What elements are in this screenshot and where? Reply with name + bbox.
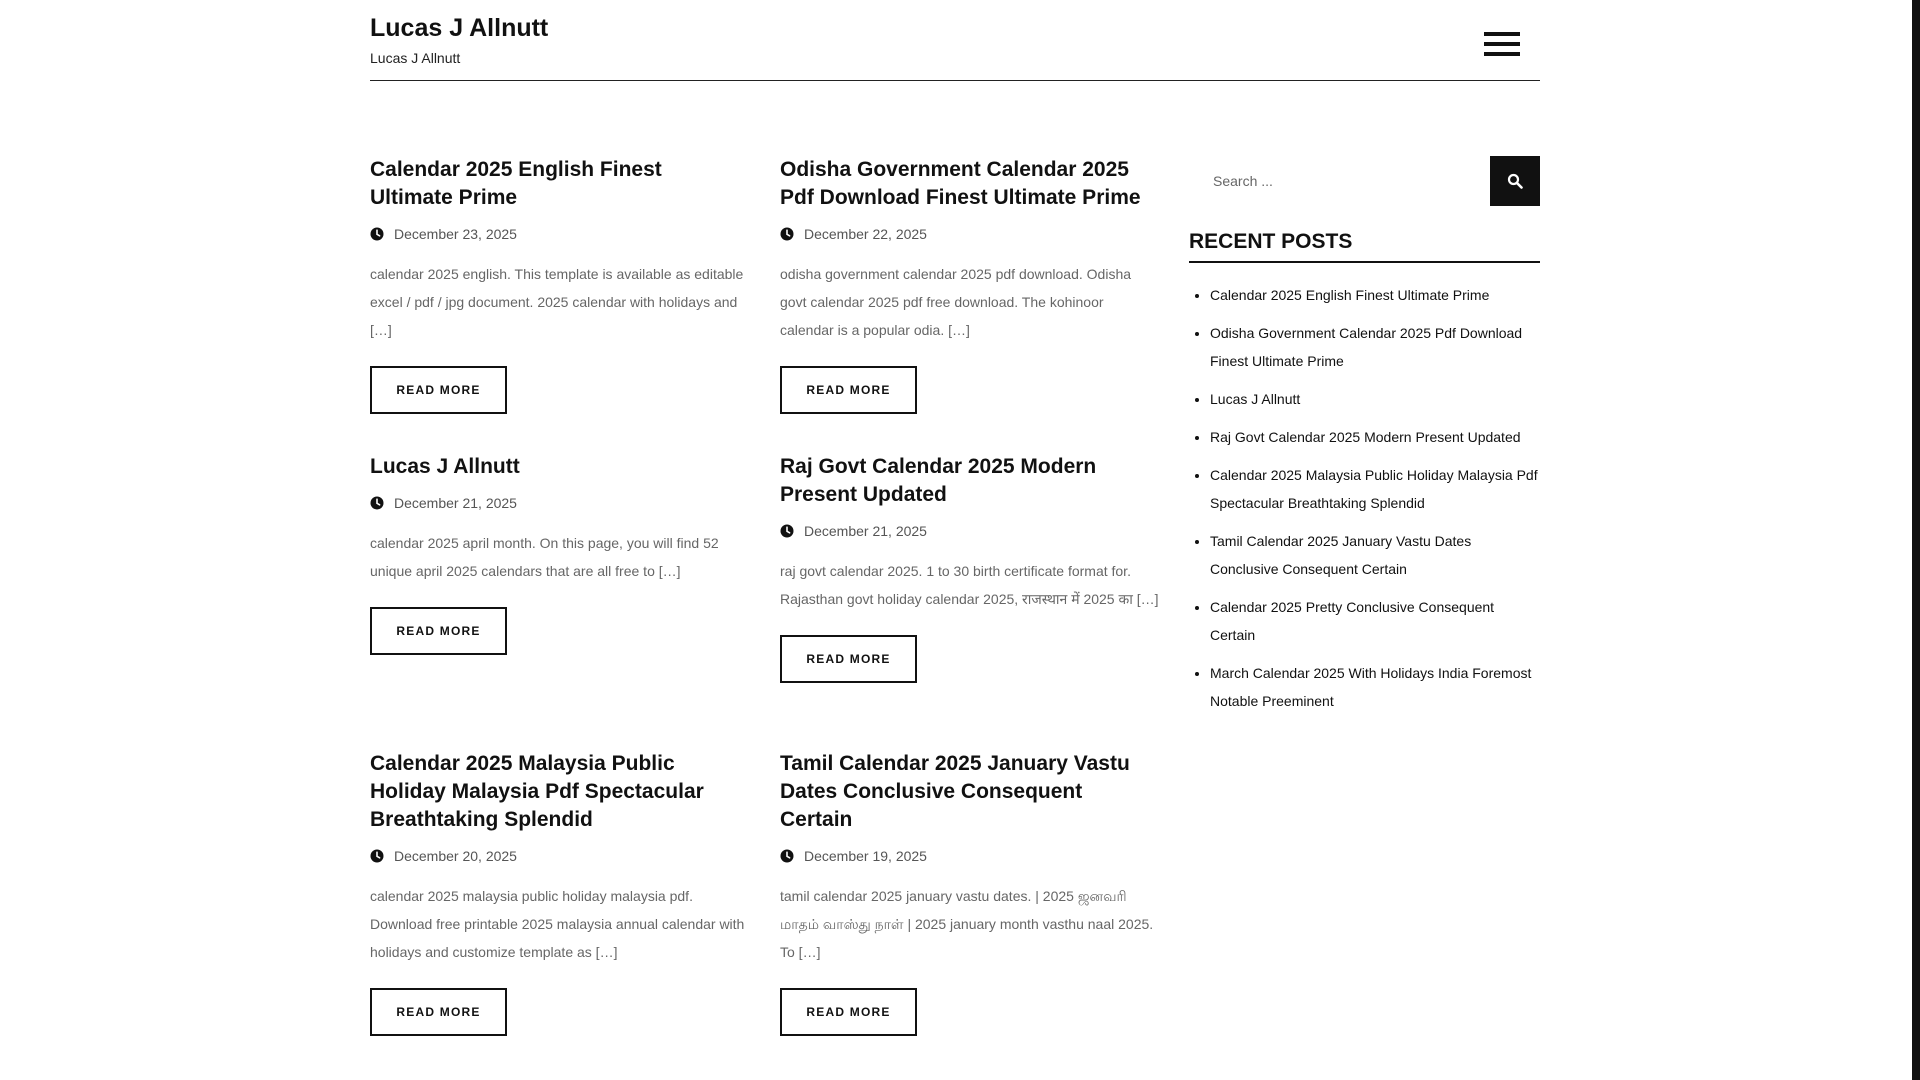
search-form: [1189, 156, 1540, 206]
post-date[interactable]: December 23, 2025: [394, 226, 517, 242]
recent-post-link[interactable]: Odisha Government Calendar 2025 Pdf Download Finest Ultimate Prime: [1210, 325, 1523, 369]
list-item: [1210, 281, 1540, 309]
recent-post-link[interactable]: Calendar 2025 English Finest Ultimate Prime: [1210, 287, 1490, 303]
page-scrollbar[interactable]: [1912, 0, 1920, 1080]
clock-icon: [370, 849, 384, 863]
post-date[interactable]: December 21, 2025: [394, 495, 517, 511]
post-excerpt: calendar 2025 april month. On this page, you will find 52 unique april 2025 calendars that are all free to […]: [370, 535, 719, 579]
recent-post-link[interactable]: Tamil Calendar 2025 January Vastu Dates Conclusive Consequent Certain: [1210, 533, 1472, 577]
read-more-button[interactable]: READ MORE: [780, 988, 917, 1036]
list-item: [1210, 319, 1540, 375]
recent-post-link[interactable]: Raj Govt Calendar 2025 Modern Present Updated: [1210, 429, 1521, 445]
post-card: [780, 750, 1160, 1036]
scrollbar-thumb[interactable]: [1912, 0, 1920, 1080]
hamburger-menu-icon[interactable]: [1484, 32, 1520, 56]
recent-posts-title: RECENT POSTS: [1189, 230, 1540, 263]
recent-post-link[interactable]: Lucas J Allnutt: [1210, 391, 1301, 407]
sidebar: [1189, 156, 1540, 725]
list-item: [1210, 659, 1540, 715]
read-more-button[interactable]: READ MORE: [370, 988, 507, 1036]
post-date[interactable]: December 21, 2025: [804, 523, 927, 539]
clock-icon: [780, 849, 794, 863]
search-button[interactable]: [1490, 156, 1540, 206]
post-meta: [780, 224, 1160, 244]
list-item: [1210, 423, 1540, 451]
post-meta: [780, 521, 1160, 541]
search-icon: [1507, 173, 1523, 189]
read-more-button[interactable]: READ MORE: [780, 635, 917, 683]
recent-posts-list: [1189, 281, 1540, 715]
search-input[interactable]: [1189, 156, 1490, 206]
post-date[interactable]: December 19, 2025: [804, 848, 927, 864]
post-meta: [370, 846, 750, 866]
site-tagline: Lucas J Allnutt: [370, 50, 461, 66]
post-excerpt: calendar 2025 english. This template is available as editable excel / pdf / jpg document. 2025 calendar with holidays and […]: [370, 266, 744, 338]
post-date[interactable]: December 22, 2025: [804, 226, 927, 242]
read-more-button[interactable]: READ MORE: [780, 366, 917, 414]
recent-post-link[interactable]: Calendar 2025 Malaysia Public Holiday Malaysia Pdf Spectacular Breathtaking Splendid: [1210, 467, 1538, 511]
post-title[interactable]: Tamil Calendar 2025 January Vastu Dates Conclusive Consequent Certain: [780, 752, 1130, 831]
post-card: [780, 156, 1160, 414]
recent-post-link[interactable]: March Calendar 2025 With Holidays India Foremost Notable Preeminent: [1210, 665, 1532, 709]
post-card: [370, 156, 750, 414]
page-container: [370, 0, 1540, 1019]
post-card: [370, 453, 750, 655]
clock-icon: [370, 496, 384, 510]
site-title[interactable]: Lucas J Allnutt: [370, 14, 549, 42]
post-title[interactable]: Odisha Government Calendar 2025 Pdf Download Finest Ultimate Prime: [780, 158, 1141, 209]
list-item: [1210, 385, 1540, 413]
read-more-button[interactable]: READ MORE: [370, 607, 507, 655]
post-title[interactable]: Raj Govt Calendar 2025 Modern Present Updated: [780, 455, 1097, 506]
post-excerpt: odisha government calendar 2025 pdf download. Odisha govt calendar 2025 pdf free download. The kohinoor calendar is a popular odia. […]: [780, 266, 1132, 338]
read-more-button[interactable]: READ MORE: [370, 366, 507, 414]
post-meta: [370, 224, 750, 244]
recent-post-link[interactable]: Calendar 2025 Pretty Conclusive Consequent Certain: [1210, 599, 1495, 643]
post-title[interactable]: Calendar 2025 English Finest Ultimate Prime: [370, 158, 662, 209]
post-date[interactable]: December 20, 2025: [394, 848, 517, 864]
clock-icon: [780, 227, 794, 241]
post-title[interactable]: Calendar 2025 Malaysia Public Holiday Malaysia Pdf Spectacular Breathtaking Splendid: [370, 752, 704, 831]
post-excerpt: raj govt calendar 2025. 1 to 30 birth certificate format for. Rajasthan govt holiday calendar 2025, राजस्थान में 2025 का […]: [780, 563, 1159, 607]
post-card: [370, 750, 750, 1036]
post-meta: [780, 846, 1160, 866]
list-item: [1210, 527, 1540, 583]
post-meta: [370, 493, 750, 513]
post-excerpt: tamil calendar 2025 january vastu dates. | 2025 ஜனவரி மாதம் வாஸ்து நாள் | 2025 january month vasthu naal 2025. To […]: [780, 888, 1154, 960]
post-card: [780, 453, 1160, 683]
list-item: [1210, 593, 1540, 649]
site-header: [370, 0, 1540, 81]
clock-icon: [370, 227, 384, 241]
post-excerpt: calendar 2025 malaysia public holiday malaysia pdf. Download free printable 2025 malaysia annual calendar with holidays and customize template as […]: [370, 888, 745, 960]
list-item: [1210, 461, 1540, 517]
post-title[interactable]: Lucas J Allnutt: [370, 455, 520, 478]
clock-icon: [780, 524, 794, 538]
